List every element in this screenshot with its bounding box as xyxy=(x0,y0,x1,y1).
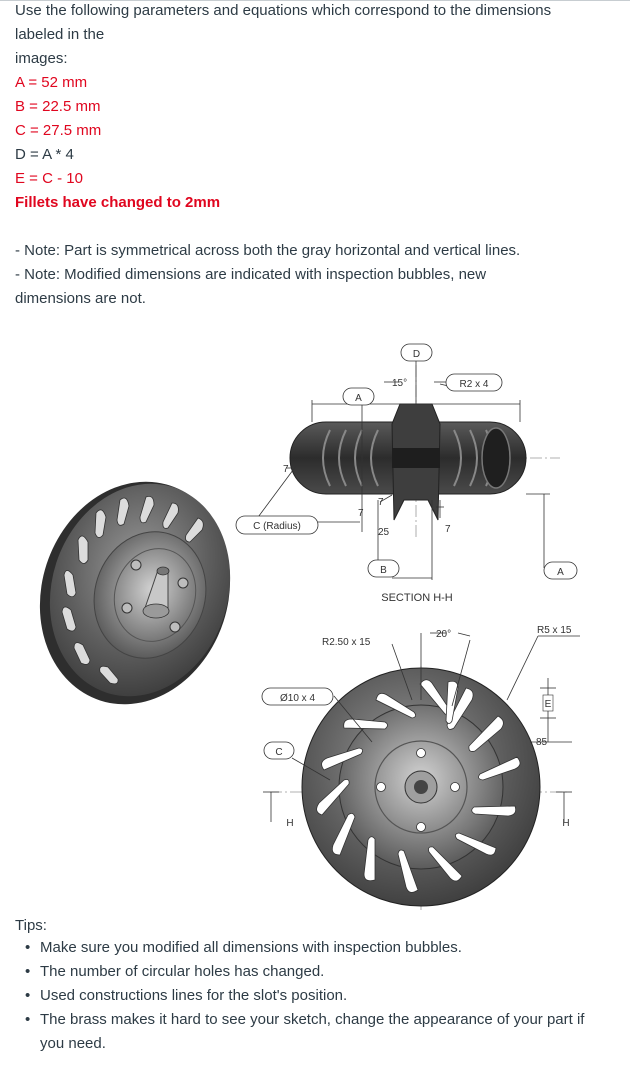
section-mark-h-right: H xyxy=(562,818,570,829)
param-e: E = C - 10 xyxy=(15,170,83,187)
svg-text:A: A xyxy=(557,567,564,578)
tips-list xyxy=(0,936,610,1056)
svg-text:D: D xyxy=(412,349,421,360)
isometric-wheel-view xyxy=(12,457,259,729)
param-b: B = 22.5 mm xyxy=(15,98,101,115)
section-mark-h-left: H xyxy=(286,818,294,829)
dim-7-lower: 7 xyxy=(358,508,364,519)
r5x15-label: R5 x 15 xyxy=(537,625,572,636)
svg-text:C: C xyxy=(275,747,283,758)
tip-item-continued: you need. xyxy=(40,1035,106,1052)
note-modified-cont: dimensions are not. xyxy=(15,290,146,307)
tip-item: • Used constructions lines for the slot's position. xyxy=(40,984,610,1008)
angle-20-label: 20° xyxy=(436,629,452,640)
inspection-bubble-b xyxy=(368,560,399,577)
engineering-drawing xyxy=(0,330,630,910)
section-view xyxy=(286,357,560,580)
svg-text:B: B xyxy=(380,565,387,576)
inspection-bubble-dia10x4 xyxy=(262,688,333,705)
inspection-bubble-a-top xyxy=(343,388,374,405)
intro-line-1: Use the following parameters and equations which correspond to the dimensions xyxy=(15,2,552,19)
tips-title: Tips: xyxy=(15,917,47,934)
tip-item: • The number of circular holes has changed. xyxy=(40,960,610,984)
note-symmetry: - Note: Part is symmetrical across both the gray horizontal and vertical lines. xyxy=(15,242,521,259)
dim-7-left: 7 xyxy=(283,464,289,475)
section-h-h-label: SECTION H-H xyxy=(381,592,453,604)
param-fillets: Fillets have changed to 2mm xyxy=(15,194,221,211)
dim-7-right: 7 xyxy=(445,524,451,535)
note-modified: - Note: Modified dimensions are indicated with inspection bubbles, new xyxy=(15,266,487,283)
svg-text:R2 x 4: R2 x 4 xyxy=(459,379,489,390)
r250-label: R2.50 x 15 xyxy=(322,637,371,648)
tip-item: • The brass makes it hard to see your sketch, change the appearance of your part if xyxy=(40,1008,610,1032)
inspection-bubble-r2x4 xyxy=(446,374,502,391)
inspection-bubble-d xyxy=(401,344,432,361)
param-a: A = 52 mm xyxy=(15,74,88,91)
inspection-bubble-c xyxy=(264,742,294,759)
param-c: C = 27.5 mm xyxy=(15,122,102,139)
intro-line-2: labeled in the xyxy=(15,26,105,43)
inspection-bubble-a-right xyxy=(544,562,577,579)
param-d: D = A * 4 xyxy=(15,146,74,163)
angle-15-label: 15° xyxy=(392,378,408,389)
dim-25: 25 xyxy=(378,527,390,538)
intro-line-3: images: xyxy=(15,50,68,67)
dim-7-upper: 7 xyxy=(378,497,384,508)
dim-85: 85 xyxy=(536,737,548,748)
dim-e: E xyxy=(544,699,552,710)
inspection-bubble-c-radius xyxy=(236,516,318,534)
svg-text:A: A xyxy=(355,393,362,404)
svg-text:Ø10 x 4: Ø10 x 4 xyxy=(279,693,316,704)
svg-text:C (Radius): C (Radius) xyxy=(253,521,301,532)
tip-item: • Make sure you modified all dimensions with inspection bubbles. xyxy=(40,936,610,960)
